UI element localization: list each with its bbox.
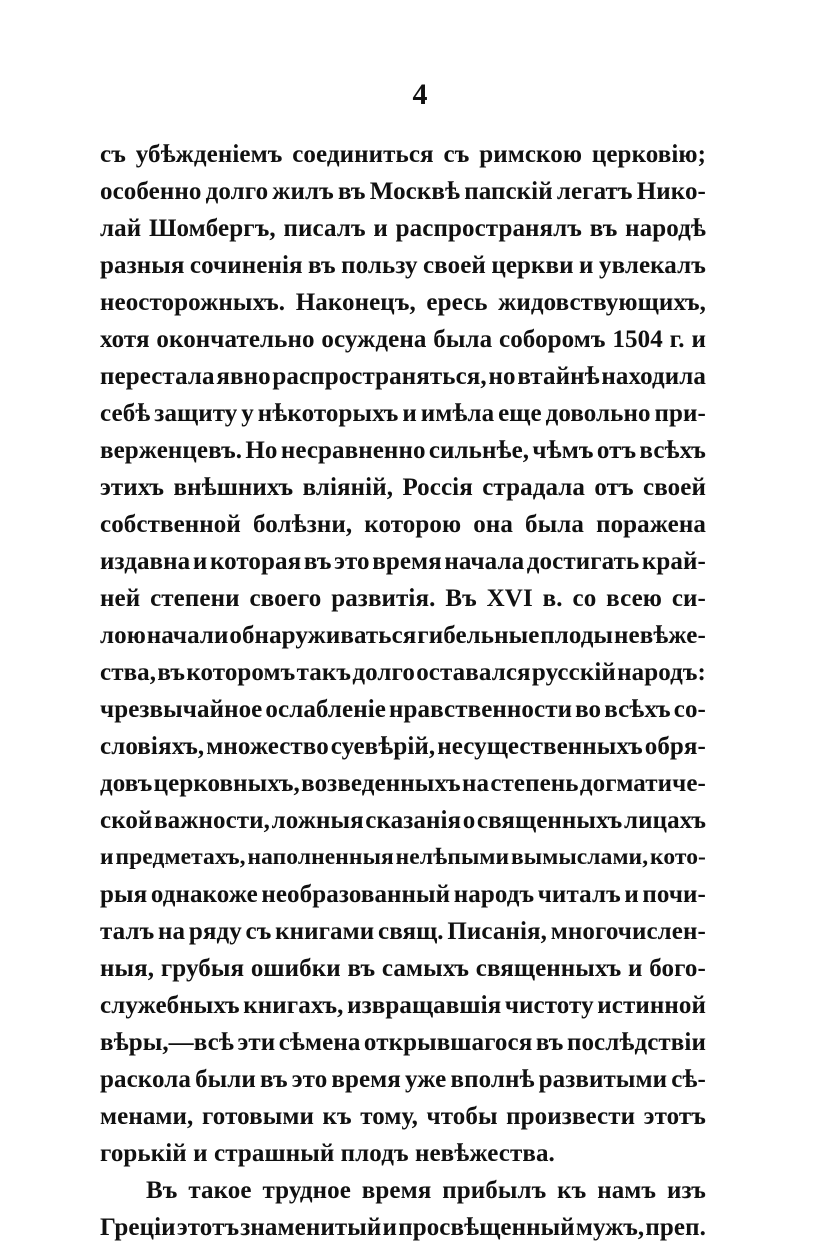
text-line: чрезвычайное ослабленіе нравственности во всѣхъ со- [100,696,706,723]
text-line: служебныхъ книгахъ, извращавшія чистоту истинной [100,992,706,1019]
text-line: Греціи этотъ знаменитый и просвѣщенный мужъ, преп. [100,1214,706,1241]
text-line: перестала явно распространяться, но втайнѣ находила [100,363,706,390]
text-line: рыя однакоже необразованный народъ читалъ и почи- [100,881,706,908]
text-line: разныя сочиненія въ пользу своей церкви и увлекалъ [100,252,706,279]
text-line: верженцевъ. Но несравненно сильнѣе, чѣмъ отъ всѣхъ [100,437,706,464]
paragraph-start-line: Въ такое трудное время прибылъ къ намъ изъ [146,1177,706,1204]
text-line: ныя, грубыя ошибки въ самыхъ священныхъ и бого- [100,955,706,982]
text-line: довъ церковныхъ, возведенныхъ на степень догматиче- [100,770,706,797]
text-line: раскола были въ это время уже вполнѣ развитыми сѣ- [100,1066,706,1093]
text-line: особенно долго жилъ въ Москвѣ папскій легатъ Нико- [100,178,706,205]
page-number: 4 [412,78,428,111]
text-line: ской важности, ложныя сказанія о священныхъ лицахъ [100,807,706,834]
text-line: лай Шомбергъ, писалъ и распространялъ въ народѣ [100,215,706,242]
text-line: себѣ защиту у нѣкоторыхъ и имѣла еще довольно при- [100,400,706,427]
text-line: и предметахъ, наполненныя нелѣпыми вымыслами, кото- [100,844,706,870]
text-line: ней степени своего развитія. Въ XVI в. со всею си- [100,585,706,612]
text-line: талъ на ряду съ книгами свящ. Писанія, многочислен- [100,918,706,945]
text-line: лою начали обнаруживаться гибельные плоды невѣже- [100,622,706,649]
text-line: издавна и которая въ это время начала достигать край- [100,548,706,575]
text-line: неосторожныхъ. Наконецъ, ересь жидовствующихъ, [100,289,706,316]
text-line: хотя окончательно осуждена была соборомъ 1504 г. и [100,326,706,353]
paragraph-end-line: горькій и страшный плодъ невѣжества. [100,1140,555,1167]
text-line: собственной болѣзни, которою она была поражена [100,511,706,538]
body-text [100,136,706,1246]
text-line: менами, готовыми къ тому, чтобы произвести этотъ [100,1103,706,1130]
text-line: словіяхъ, множество суевѣрій, несущественныхъ обря- [100,733,706,760]
text-line: ства, въ которомъ такъ долго оставался русскій народъ: [100,659,706,686]
text-line: вѣры,—всѣ эти сѣмена открывшагося въ послѣдствіи [100,1029,706,1056]
text-line: съ убѣжденіемъ соединиться съ римскою церковію; [100,141,706,168]
text-line: этихъ внѣшнихъ вліяній, Россія страдала отъ своей [100,474,706,501]
